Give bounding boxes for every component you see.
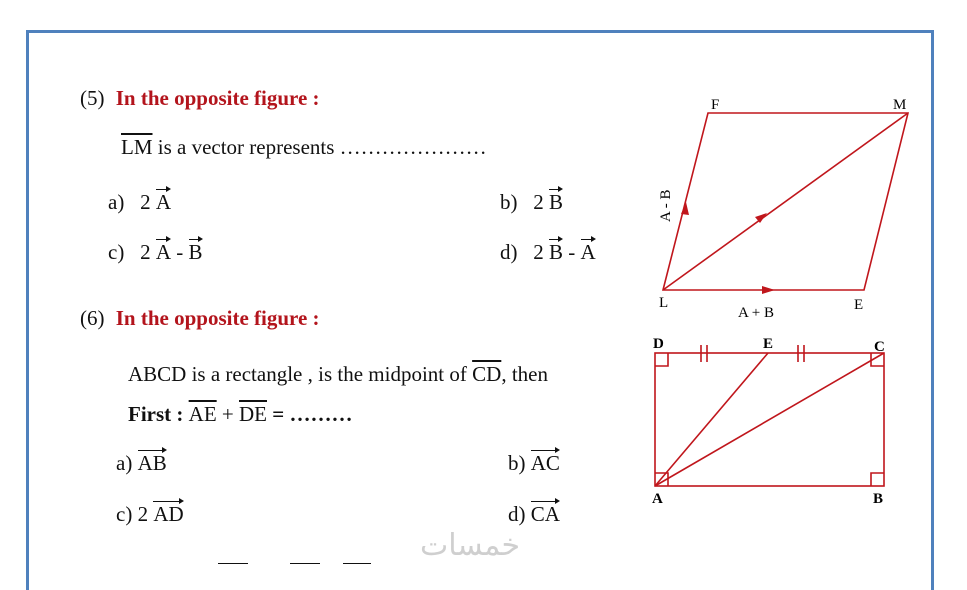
cut-off-line xyxy=(215,560,385,570)
option-6d[interactable]: d) CA xyxy=(508,502,560,526)
vector-de: $\overline{DE}$ xyxy=(239,402,267,426)
vector: AD xyxy=(153,502,184,526)
option-5b[interactable]: b) 2 B xyxy=(500,190,564,214)
label-side-vector: A - B xyxy=(658,189,674,222)
question-6-first: First : $\overline{AE} + \overline{DE}$ = ……… xyxy=(128,402,353,426)
vector-lm: $\overline{LM}$ xyxy=(121,135,153,159)
label-l: L xyxy=(659,295,669,311)
arrow-base xyxy=(762,286,775,294)
vector: AB xyxy=(137,451,167,475)
option-5d[interactable]: d) 2 B - A xyxy=(500,240,596,264)
right-angle-d xyxy=(655,353,668,366)
segment-ae xyxy=(655,353,768,486)
watermark-logo: خمسات xyxy=(420,528,521,563)
label-e: E xyxy=(763,336,774,352)
label-base-vector: A + B xyxy=(738,305,774,321)
vector: B xyxy=(549,240,564,264)
label-f: F xyxy=(711,97,720,113)
option-5a[interactable]: a) 2 A xyxy=(108,190,171,214)
option-5c[interactable]: c) 2 A - B xyxy=(108,240,203,264)
question-heading: In the opposite figure : xyxy=(115,306,320,330)
option-6a[interactable]: a) AB xyxy=(116,451,167,475)
vector: A xyxy=(155,190,171,214)
question-number: (5) xyxy=(80,86,105,110)
label-d: D xyxy=(653,336,664,352)
right-angle-b xyxy=(871,473,884,486)
label-c: C xyxy=(874,339,885,355)
parallelogram-figure xyxy=(663,113,908,294)
vector: CA xyxy=(530,502,560,526)
vector: B xyxy=(549,190,564,214)
option-6c[interactable]: c) 2 AD xyxy=(116,502,184,526)
label-m: M xyxy=(893,97,907,113)
question-number: (6) xyxy=(80,306,105,330)
vector: B xyxy=(188,240,203,264)
rectangle-figure xyxy=(655,345,884,486)
vector-cd: $\overline{CD}$ xyxy=(472,362,502,386)
label-b: B xyxy=(873,491,884,507)
question-6-stem: ABCD is a rectangle , is the midpoint of $\overline{CD}$, then xyxy=(128,362,548,386)
label-a: A xyxy=(652,491,663,507)
vector: A xyxy=(155,240,171,264)
segment-ac xyxy=(655,353,884,486)
stem-text: is a vector represents ………………… xyxy=(152,135,487,159)
vector: AC xyxy=(530,451,560,475)
label-e: E xyxy=(854,297,864,313)
question-heading: In the opposite figure : xyxy=(115,86,320,110)
option-6b[interactable]: b) AC xyxy=(508,451,560,475)
vector: A xyxy=(580,240,596,264)
vector-ae: $\overline{AE}$ xyxy=(188,402,217,426)
